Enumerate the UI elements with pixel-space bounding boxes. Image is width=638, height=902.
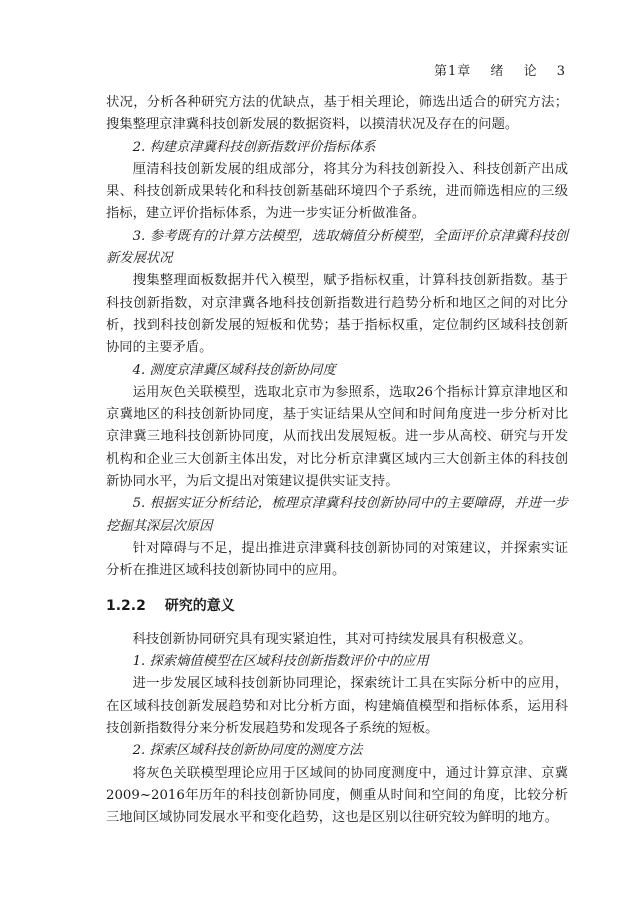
- subheading: 4. 测度京津冀区域科技创新协同度: [132, 362, 336, 378]
- section-number: 1.2.2: [106, 597, 146, 614]
- subheading: 1. 探索熵值模型在区域科技创新指数评价中的应用: [132, 654, 429, 670]
- chapter-title-char-2: 论: [523, 64, 538, 79]
- subheading: 5. 根据实证分析结论，梳理京津冀科技创新协同中的主要障碍，并进一步挖掘其深层次原因: [106, 496, 568, 534]
- section-title: 研究的意义: [164, 597, 235, 614]
- page-body: [106, 92, 568, 830]
- paragraph: 运用灰色关联模型，选取北京市为参照系，选取26个指标计算京津地区和京冀地区的科技创新协同度，基于实证结果从空间和时间角度进一步分析对比京津冀三地科技创新协同度，从而找出发展短板。进一步从高校、研究与开发机构和企业三大创新主体出发，对比分析京津冀区域内三大创新主体的科技创新协同水平，为后文提出对策建议提供实证支持。: [106, 384, 568, 490]
- page-number: 3: [556, 64, 566, 79]
- subheading: 2. 探索区域科技创新协同度的测度方法: [132, 743, 363, 759]
- chapter-title-char-1: 绪: [490, 64, 505, 79]
- section-heading: [106, 595, 568, 617]
- chapter-number: 第1章: [433, 64, 472, 79]
- paragraph: 状况，分析各种研究方法的优缺点，基于相关理论，筛选出适合的研究方法；搜集整理京津冀科技创新发展的数据资料，以摸清状况及存在的问题。: [106, 95, 568, 133]
- paragraph: 进一步发展区域科技创新协同理论，探索统计工具在实际分析中的应用，在区域科技创新发展趋势和对比分析方面，构建熵值模型和指标体系，运用科技创新指数得分来分析发展趋势和发现各子系统的短板。: [106, 676, 568, 737]
- running-header: [420, 60, 566, 79]
- paragraph: 将灰色关联模型理论应用于区域间的协同度测度中，通过计算京津、京冀2009~2016年历年的科技创新协同度，侧重从时间和空间的角度，比较分析三地间区域协同发展水平和变化趋势，这也是区别以往研究较为鲜明的地方。: [106, 765, 568, 826]
- paragraph: 针对障碍与不足，提出推进京津冀科技创新协同的对策建议，并探索实证分析在推进区域科技创新协同中的应用。: [106, 540, 568, 579]
- subheading: 3. 参考既有的计算方法模型，选取熵值分析模型，全面评价京津冀科技创新发展状况: [106, 228, 568, 267]
- paragraph: 厘清科技创新发展的组成部分，将其分为科技创新投入、科技创新产出成果、科技创新成果转化和科技创新基础环境四个子系统，进而筛选相应的三级指标，建立评价指标体系，为进一步实证分析做准备。: [106, 161, 568, 222]
- paragraph: 科技创新协同研究具有现实紧迫性，其对可持续发展具有积极意义。: [132, 631, 532, 647]
- subheading: 2. 构建京津冀科技创新指数评价指标体系: [132, 139, 376, 155]
- paragraph: 搜集整理面板数据并代入模型，赋予指标权重，计算科技创新指数。基于科技创新指数，对京津冀各地科技创新指数进行趋势分析和地区之间的对比分析，找到科技创新发展的短板和优势；基于指标权重，定位制约区域科技创新协同的主要矛盾。: [106, 273, 568, 356]
